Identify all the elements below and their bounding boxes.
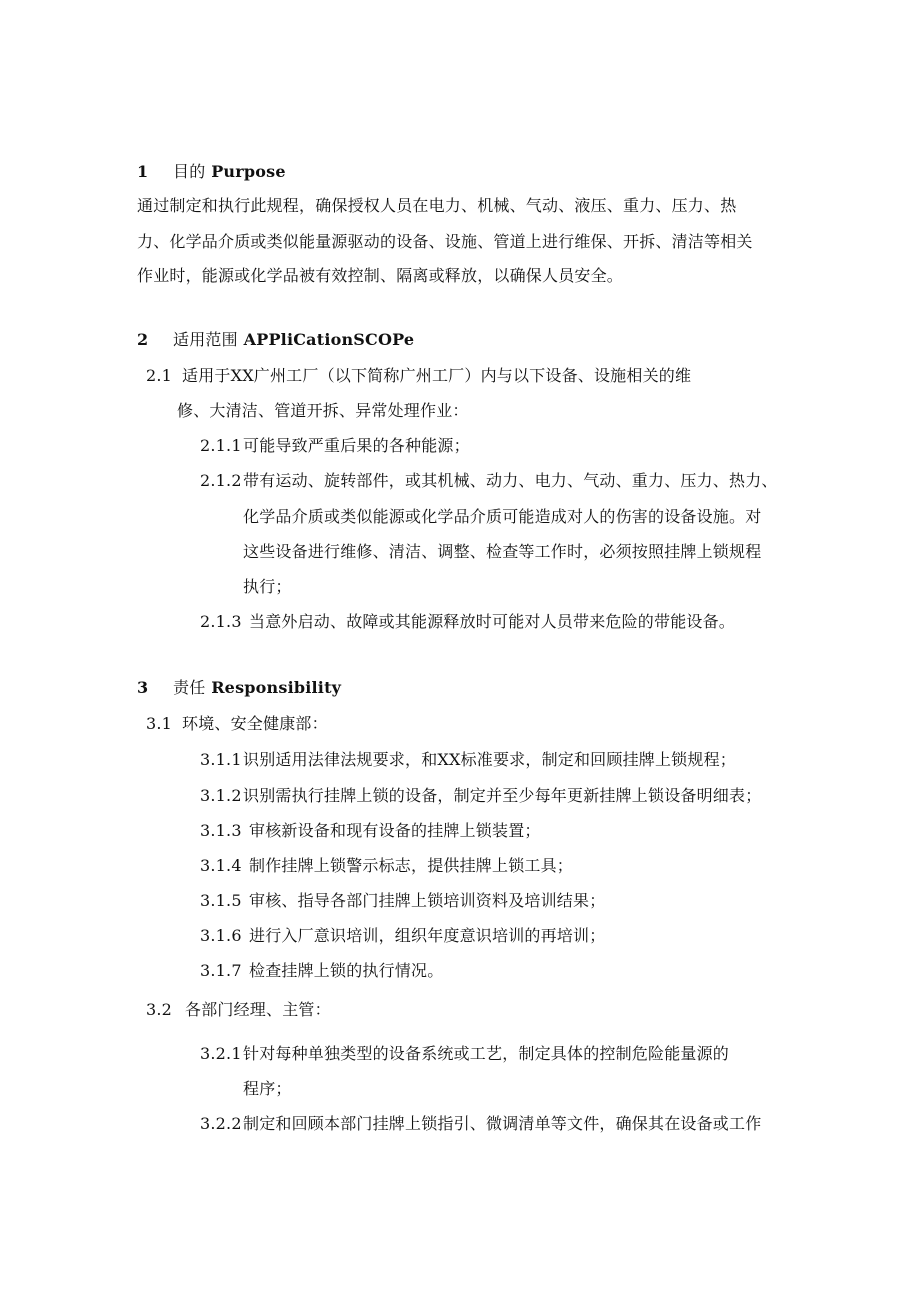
clause-number: 3.2 [146,1000,173,1019]
clause-continuation: 程序； [243,1079,292,1098]
clause-continuation: 化学品介质或类似能源或化学品介质可能造成对人的伤害的设备设施。对 [243,507,762,526]
clause-3-1-1 [200,750,736,770]
clause-2-1-2 [200,471,778,491]
clause-number: 2.1.3 [200,612,242,631]
clause-number: 2.1 [146,366,173,385]
clause-2-1-3 [200,612,735,632]
paragraph-line: 力、化学品介质或类似能量源驱动的设备、设施、管道上进行维保、开拆、清洁等相关 [137,232,753,251]
clause-3-1-5 [200,891,605,911]
clause-3-2-1 [200,1044,729,1064]
clause-text: 各部门经理、主管： [185,1000,331,1019]
clause-number: 2.1.1 [200,436,242,455]
clause-number: 3.1.4 [200,856,242,875]
section-2-heading [137,330,414,350]
clause-number: 3.1.5 [200,891,242,910]
clause-continuation: 执行； [243,577,292,596]
clause-text: 制定和回顾本部门挂牌上锁指引、微调清单等文件，确保其在设备或工作 [243,1114,762,1133]
clause-text: 带有运动、旋转部件，或其机械、动力、电力、气动、重力、压力、热力、 [243,471,778,490]
section-title-en: Purpose [211,162,286,181]
paragraph-line: 通过制定和执行此规程，确保授权人员在电力、机械、气动、液压、重力、压力、热 [137,196,737,215]
clause-text: 进行入厂意识培训，组织年度意识培训的再培训； [249,926,606,945]
section-title-cn: 适用范围 [173,330,238,349]
clause-text: 环境、安全健康部： [182,714,328,733]
clause-continuation: 修、大清洁、管道开拆、异常处理作业： [177,401,469,420]
clause-text: 检查挂牌上锁的执行情况。 [249,961,444,980]
section-title-cn: 目的 [173,162,206,181]
clause-text: 制作挂牌上锁警示标志，提供挂牌上锁工具； [249,856,574,875]
clause-3-2-2 [200,1114,761,1134]
clause-number: 3.1 [146,714,173,733]
section-title-en: APPliCationSCOPe [243,330,415,349]
clause-2-1-1 [200,436,470,456]
clause-3-1-3 [200,821,541,841]
clause-number: 3.1.3 [200,821,242,840]
clause-3-1 [146,714,328,734]
section-3-heading [137,678,341,698]
section-number: 3 [137,678,149,697]
section-number: 2 [137,330,149,349]
clause-number: 3.1.2 [200,786,242,805]
paragraph-line: 作业时，能源或化学品被有效控制、隔离或释放，以确保人员安全。 [137,266,624,285]
clause-3-1-7 [200,961,443,981]
clause-number: 3.2.2 [200,1114,242,1133]
clause-number: 3.1.1 [200,750,242,769]
clause-text: 识别需执行挂牌上锁的设备，制定并至少每年更新挂牌上锁设备明细表； [243,786,762,805]
clause-3-1-4 [200,856,573,876]
clause-text: 适用于XX广州工厂（以下简称广州工厂）内与以下设备、设施相关的维 [182,366,692,385]
clause-text: 识别适用法律法规要求，和XX标准要求，制定和回顾挂牌上锁规程； [243,750,736,769]
clause-text: 审核、指导各部门挂牌上锁培训资料及培训结果； [249,891,606,910]
clause-3-2 [146,1000,331,1020]
clause-text: 可能导致严重后果的各种能源； [243,436,470,455]
clause-number: 2.1.2 [200,471,242,490]
clause-text: 审核新设备和现有设备的挂牌上锁装置； [249,821,541,840]
clause-3-1-2 [200,786,761,806]
section-1-heading [137,162,286,182]
clause-text: 当意外启动、故障或其能源释放时可能对人员带来危险的带能设备。 [249,612,736,631]
section-title-en: Responsibility [211,678,342,697]
section-number: 1 [137,162,149,181]
clause-number: 3.2.1 [200,1044,242,1063]
section-title-cn: 责任 [173,678,206,697]
clause-text: 针对每种单独类型的设备系统或工艺，制定具体的控制危险能量源的 [243,1044,730,1063]
clause-3-1-6 [200,926,605,946]
clause-2-1 [146,366,691,386]
clause-number: 3.1.6 [200,926,242,945]
clause-number: 3.1.7 [200,961,242,980]
clause-continuation: 这些设备进行维修、清洁、调整、检查等工作时，必须按照挂牌上锁规程 [243,542,762,561]
